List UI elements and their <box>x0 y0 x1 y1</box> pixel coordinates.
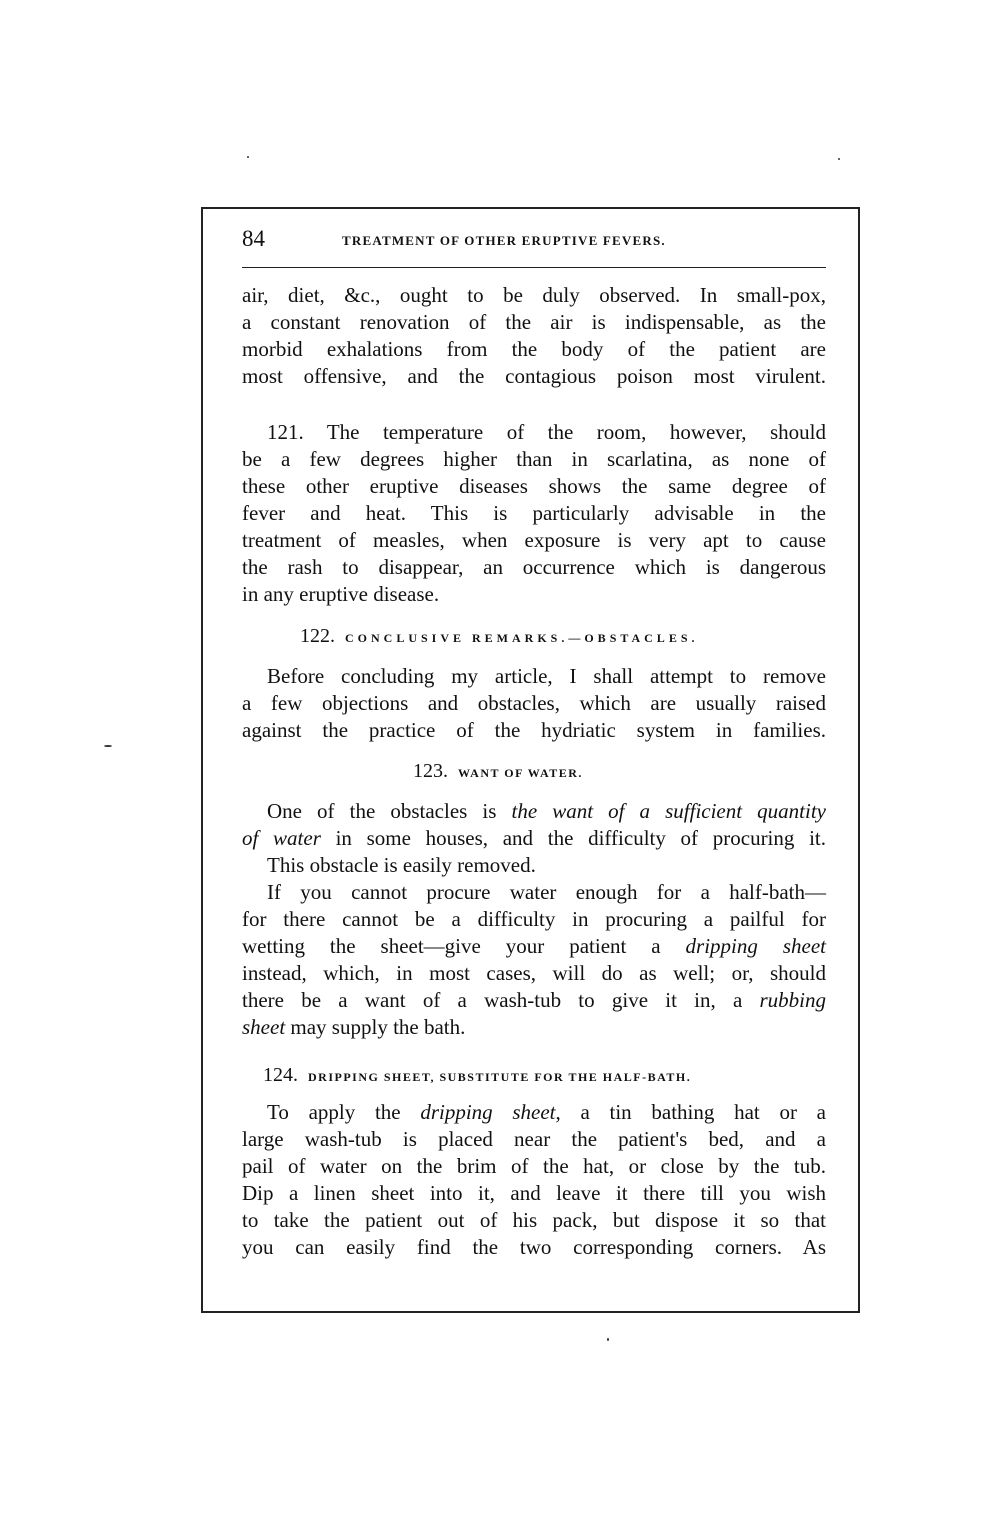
text-line <box>242 1014 826 1041</box>
scan-speck <box>838 158 840 160</box>
section-title: CONCLUSIVE REMARKS.—OBSTACLES. <box>345 631 699 645</box>
text-run: to take the patient out of his pack, but dispose it so that <box>242 1208 826 1232</box>
section-title: WANT OF WATER. <box>458 766 583 780</box>
text-run: instead, which, in most cases, will do as well; or, should <box>242 961 826 985</box>
text-run: , a tin bathing hat or a <box>555 1100 826 1124</box>
section-number: 123. <box>413 760 448 782</box>
text-run: the rash to disappear, an occurrence which is dangerous <box>242 555 826 579</box>
text-run: To apply the <box>267 1100 421 1124</box>
text-run: fever and heat. This is particularly advisable in the <box>242 501 826 525</box>
text-run: morbid exhalations from the body of the patient are <box>242 337 826 361</box>
paragraph <box>242 798 826 1041</box>
text-run: wetting the sheet—give your patient a <box>242 934 686 958</box>
running-head: TREATMENT OF OTHER ERUPTIVE FEVERS. <box>342 233 666 248</box>
text-run: in some houses, and the difficulty of procuring it. <box>320 826 827 850</box>
paragraph <box>242 419 826 608</box>
text-line <box>242 527 826 554</box>
body-text <box>242 282 826 1261</box>
text-line <box>242 717 826 744</box>
text-line <box>242 336 826 363</box>
text-run: against the practice of the hydriatic system in families. <box>242 718 826 742</box>
text-run: pail of water on the brim of the hat, or close by the tub. <box>242 1154 826 1178</box>
italic-text: of water <box>242 826 321 850</box>
text-run: a constant renovation of the air is indispensable, as the <box>242 310 826 334</box>
section-title: DRIPPING SHEET, SUBSTITUTE FOR THE HALF-BATH. <box>308 1070 692 1084</box>
section-heading <box>242 623 826 650</box>
text-line <box>242 1207 826 1234</box>
text-line <box>242 798 826 825</box>
text-run: a few objections and obstacles, which are usually raised <box>242 691 826 715</box>
scan-speck <box>104 745 112 747</box>
italic-text: the want of a sufficient quantity <box>511 799 826 823</box>
text-run: One of the obstacles is <box>267 799 512 823</box>
italic-text: sheet <box>242 1015 286 1039</box>
text-run: you can easily find the two corresponding corners. As <box>242 1235 826 1259</box>
text-line <box>242 282 826 309</box>
text-line <box>242 987 826 1014</box>
text-line <box>242 1126 826 1153</box>
paragraph <box>242 1099 826 1261</box>
text-line <box>242 446 826 473</box>
text-run: air, diet, &c., ought to be duly observed. In small-pox, <box>242 283 826 307</box>
paragraph <box>242 282 826 390</box>
text-line <box>242 554 826 581</box>
text-line <box>242 960 826 987</box>
paragraph <box>242 663 826 744</box>
italic-text: dripping sheet <box>685 934 826 958</box>
text-run: there be a want of a wash-tub to give it in, a <box>242 988 760 1012</box>
text-line <box>242 309 826 336</box>
text-run: large wash-tub is placed near the patient's bed, and a <box>242 1127 826 1151</box>
header-rule <box>242 267 826 268</box>
text-line <box>242 1099 826 1126</box>
text-line <box>242 1234 826 1261</box>
text-line <box>242 879 826 906</box>
text-line <box>242 500 826 527</box>
text-line <box>242 419 826 446</box>
text-run: treatment of measles, when exposure is very apt to cause <box>242 528 826 552</box>
text-run: Before concluding my article, I shall attempt to remove <box>267 664 826 688</box>
section-heading <box>242 758 826 785</box>
text-line <box>242 363 826 390</box>
scan-speck <box>607 1338 609 1341</box>
section-heading <box>242 1062 826 1089</box>
section-number: 122. <box>300 625 335 647</box>
scan-speck <box>247 156 249 158</box>
section-number: 124. <box>263 1064 298 1086</box>
italic-text: rubbing <box>759 988 826 1012</box>
text-line <box>242 473 826 500</box>
text-run: 121. The temperature of the room, however, should <box>267 420 826 444</box>
text-run: be a few degrees higher than in scarlatina, as none of <box>242 447 826 471</box>
text-run: for there cannot be a difficulty in procuring a pailful for <box>242 907 826 931</box>
text-run: If you cannot procure water enough for a half-bath— <box>267 880 826 904</box>
text-run: Dip a linen sheet into it, and leave it there till you wish <box>242 1181 826 1205</box>
text-line <box>242 663 826 690</box>
page-number: 84 <box>242 226 265 251</box>
text-line <box>242 825 826 852</box>
text-run: This obstacle is easily removed. <box>267 853 536 877</box>
text-line <box>242 1153 826 1180</box>
text-run: these other eruptive diseases shows the same degree of <box>242 474 826 498</box>
italic-text: dripping sheet <box>420 1100 556 1124</box>
text-line <box>242 852 826 879</box>
text-line <box>242 690 826 717</box>
text-line <box>242 581 826 608</box>
text-line <box>242 933 826 960</box>
text-run: may supply the bath. <box>285 1015 466 1039</box>
text-line <box>242 1180 826 1207</box>
text-run: most offensive, and the contagious poison most virulent. <box>242 364 826 388</box>
text-run: in any eruptive disease. <box>242 582 440 606</box>
text-line <box>242 906 826 933</box>
